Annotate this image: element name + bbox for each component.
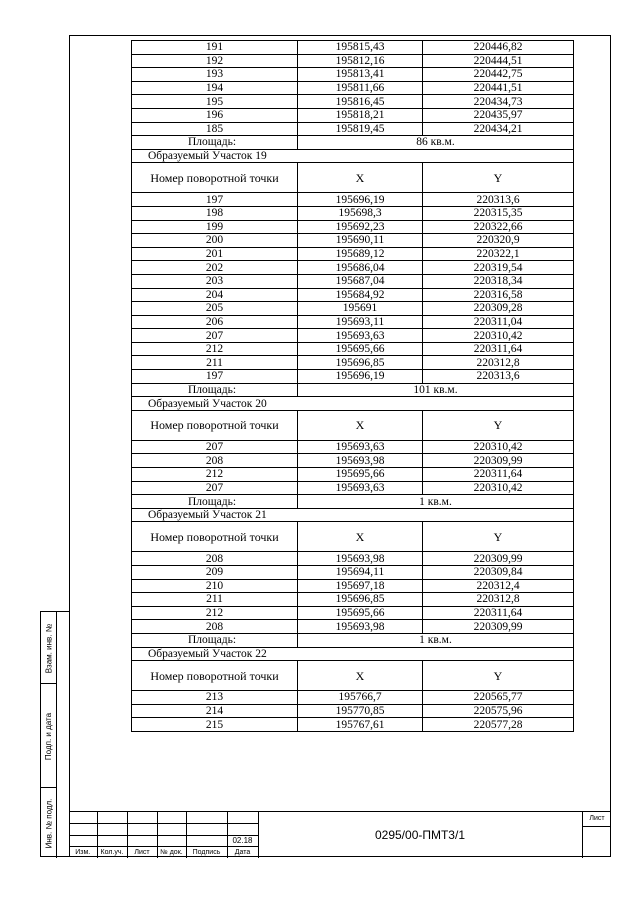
- coord-y: 220311,64: [423, 606, 574, 620]
- table-row: [132, 704, 574, 718]
- coord-y: 220434,73: [423, 95, 574, 109]
- table-row: [132, 54, 574, 68]
- point-number: 213: [132, 691, 298, 705]
- coord-x: 195812,16: [298, 54, 423, 68]
- coord-x: 195690,11: [298, 234, 423, 248]
- column-header-point: Номер поворотной точки: [132, 522, 298, 552]
- side-stamp-sign-label: Подп. и дата: [44, 712, 54, 760]
- area-value: 86 кв.м.: [298, 136, 574, 150]
- table-row: [132, 302, 574, 316]
- table-row: [132, 593, 574, 607]
- point-number: 207: [132, 329, 298, 343]
- coord-x: 195766,7: [298, 691, 423, 705]
- coord-x: 195698,3: [298, 206, 423, 220]
- coord-y: 220309,84: [423, 566, 574, 580]
- coord-y: 220312,8: [423, 593, 574, 607]
- title-block-date: 02.18: [227, 835, 258, 847]
- coord-y: 220309,99: [423, 620, 574, 634]
- area-value: 101 кв.м.: [298, 383, 574, 397]
- table-row: [132, 440, 574, 454]
- coord-y: 220565,77: [423, 691, 574, 705]
- coord-y: 220311,64: [423, 342, 574, 356]
- coord-x: 195691: [298, 302, 423, 316]
- title-block-label-sheet: Лист: [127, 847, 157, 859]
- column-header-x: X: [298, 410, 423, 440]
- coord-x: 195811,66: [298, 81, 423, 95]
- point-number: 205: [132, 302, 298, 316]
- point-number: 195: [132, 95, 298, 109]
- coord-x: 195816,45: [298, 95, 423, 109]
- coord-x: 195693,98: [298, 454, 423, 468]
- table-row: [132, 718, 574, 732]
- coord-x: 195686,04: [298, 261, 423, 275]
- coord-x: 195813,41: [298, 68, 423, 82]
- plot-title-spacer: [298, 508, 574, 522]
- coord-x: 195770,85: [298, 704, 423, 718]
- table-header-row: [132, 410, 574, 440]
- coord-y: 220312,4: [423, 579, 574, 593]
- coord-y: 220320,9: [423, 234, 574, 248]
- table-row: [132, 122, 574, 136]
- table-row: [132, 691, 574, 705]
- point-number: 210: [132, 579, 298, 593]
- table-row: [132, 454, 574, 468]
- table-row: [132, 579, 574, 593]
- point-number: 206: [132, 315, 298, 329]
- table-row: [132, 620, 574, 634]
- coord-x: 195695,66: [298, 342, 423, 356]
- title-block-label-date: Дата: [227, 847, 258, 859]
- title-block-revision-grid: [69, 812, 259, 858]
- side-stamp: [40, 611, 69, 857]
- coord-y: 220318,34: [423, 274, 574, 288]
- coord-x: 195697,18: [298, 579, 423, 593]
- plot-title: Образуемый Участок 20: [132, 397, 298, 411]
- title-block-label-qty: Кол.уч.: [97, 847, 127, 859]
- column-header-y: Y: [423, 163, 574, 193]
- coord-x: 195818,21: [298, 108, 423, 122]
- column-header-y: Y: [423, 522, 574, 552]
- coord-y: 220315,35: [423, 206, 574, 220]
- coord-x: 195693,63: [298, 329, 423, 343]
- point-number: 211: [132, 593, 298, 607]
- coord-y: 220435,97: [423, 108, 574, 122]
- coord-x: 195815,43: [298, 41, 423, 55]
- point-number: 196: [132, 108, 298, 122]
- area-label: Площадь:: [132, 633, 298, 647]
- area-value: 1 кв.м.: [298, 633, 574, 647]
- point-number: 208: [132, 620, 298, 634]
- coord-x: 195696,19: [298, 370, 423, 384]
- table-row: [132, 81, 574, 95]
- plot-title: Образуемый Участок 22: [132, 647, 298, 661]
- point-number: 202: [132, 261, 298, 275]
- coord-x: 195692,23: [298, 220, 423, 234]
- point-number: 208: [132, 552, 298, 566]
- point-number: 207: [132, 440, 298, 454]
- point-number: 204: [132, 288, 298, 302]
- coordinates-table: [131, 40, 574, 732]
- area-row: [132, 633, 574, 647]
- column-header-x: X: [298, 661, 423, 691]
- table-row: [132, 468, 574, 482]
- table-row: [132, 481, 574, 495]
- plot-title-row: [132, 647, 574, 661]
- table-row: [132, 342, 574, 356]
- table-header-row: [132, 163, 574, 193]
- coord-x: 195696,85: [298, 593, 423, 607]
- coord-x: 195684,92: [298, 288, 423, 302]
- title-block-label-signature: Подпись: [186, 847, 227, 859]
- table-row: [132, 108, 574, 122]
- coord-y: 220313,6: [423, 370, 574, 384]
- table-row: [132, 329, 574, 343]
- plot-title-row: [132, 508, 574, 522]
- point-number: 193: [132, 68, 298, 82]
- point-number: 214: [132, 704, 298, 718]
- table-row: [132, 41, 574, 55]
- point-number: 198: [132, 206, 298, 220]
- table-row: [132, 234, 574, 248]
- coord-x: 195695,66: [298, 606, 423, 620]
- coord-x: 195767,61: [298, 718, 423, 732]
- table-row: [132, 274, 574, 288]
- table-row: [132, 288, 574, 302]
- point-number: 191: [132, 41, 298, 55]
- area-value: 1 кв.м.: [298, 495, 574, 509]
- point-number: 201: [132, 247, 298, 261]
- area-row: [132, 136, 574, 150]
- plot-title-spacer: [298, 647, 574, 661]
- plot-title: Образуемый Участок 21: [132, 508, 298, 522]
- title-block-sheet-cell: [583, 812, 611, 858]
- coord-y: 220309,99: [423, 552, 574, 566]
- coord-y: 220311,64: [423, 468, 574, 482]
- coord-x: 195696,19: [298, 193, 423, 207]
- point-number: 215: [132, 718, 298, 732]
- table-row: [132, 247, 574, 261]
- point-number: 199: [132, 220, 298, 234]
- coord-x: 195693,98: [298, 620, 423, 634]
- coord-x: 195693,63: [298, 440, 423, 454]
- point-number: 194: [132, 81, 298, 95]
- column-header-point: Номер поворотной точки: [132, 163, 298, 193]
- coord-y: 220441,51: [423, 81, 574, 95]
- column-header-y: Y: [423, 410, 574, 440]
- table-row: [132, 370, 574, 384]
- point-number: 209: [132, 566, 298, 580]
- side-stamp-interchange-label: Взам. инв. №: [44, 623, 54, 673]
- coord-x: 195696,85: [298, 356, 423, 370]
- column-header-x: X: [298, 522, 423, 552]
- point-number: 197: [132, 193, 298, 207]
- table-row: [132, 261, 574, 275]
- coord-y: 220444,51: [423, 54, 574, 68]
- coord-x: 195695,66: [298, 468, 423, 482]
- table-header-row: [132, 661, 574, 691]
- table-row: [132, 566, 574, 580]
- area-row: [132, 495, 574, 509]
- coord-x: 195694,11: [298, 566, 423, 580]
- table-row: [132, 220, 574, 234]
- area-row: [132, 383, 574, 397]
- coord-x: 195689,12: [298, 247, 423, 261]
- coord-y: 220309,99: [423, 454, 574, 468]
- coord-y: 220575,96: [423, 704, 574, 718]
- coord-x: 195693,63: [298, 481, 423, 495]
- coord-y: 220319,54: [423, 261, 574, 275]
- column-header-x: X: [298, 163, 423, 193]
- coord-y: 220322,1: [423, 247, 574, 261]
- coord-y: 220322,66: [423, 220, 574, 234]
- title-block-doc-code: 0295/00-ПМТ3/1: [258, 812, 583, 858]
- coord-y: 220311,04: [423, 315, 574, 329]
- column-header-y: Y: [423, 661, 574, 691]
- coord-y: 220310,42: [423, 329, 574, 343]
- point-number: 212: [132, 606, 298, 620]
- coord-y: 220312,8: [423, 356, 574, 370]
- coord-x: 195687,04: [298, 274, 423, 288]
- coord-x: 195693,98: [298, 552, 423, 566]
- table-header-row: [132, 522, 574, 552]
- plot-title: Образуемый Участок 19: [132, 149, 298, 163]
- table-row: [132, 315, 574, 329]
- point-number: 185: [132, 122, 298, 136]
- plot-title-row: [132, 397, 574, 411]
- column-header-point: Номер поворотной точки: [132, 661, 298, 691]
- point-number: 197: [132, 370, 298, 384]
- plot-title-row: [132, 149, 574, 163]
- plot-title-spacer: [298, 397, 574, 411]
- coord-y: 220313,6: [423, 193, 574, 207]
- coord-y: 220316,58: [423, 288, 574, 302]
- table-row: [132, 356, 574, 370]
- area-label: Площадь:: [132, 495, 298, 509]
- coord-y: 220442,75: [423, 68, 574, 82]
- coord-y: 220310,42: [423, 440, 574, 454]
- plot-title-spacer: [298, 149, 574, 163]
- table-row: [132, 95, 574, 109]
- point-number: 192: [132, 54, 298, 68]
- table-row: [132, 606, 574, 620]
- column-header-point: Номер поворотной точки: [132, 410, 298, 440]
- coord-y: 220310,42: [423, 481, 574, 495]
- title-block: [69, 811, 611, 857]
- title-block-label-doc-no: № док.: [157, 847, 186, 859]
- table-row: [132, 193, 574, 207]
- coord-y: 220446,82: [423, 41, 574, 55]
- point-number: 207: [132, 481, 298, 495]
- coord-y: 220309,28: [423, 302, 574, 316]
- point-number: 203: [132, 274, 298, 288]
- area-label: Площадь:: [132, 383, 298, 397]
- coord-y: 220434,21: [423, 122, 574, 136]
- point-number: 212: [132, 342, 298, 356]
- title-block-label-change: Изм.: [69, 847, 97, 859]
- point-number: 212: [132, 468, 298, 482]
- table-row: [132, 68, 574, 82]
- table-row: [132, 206, 574, 220]
- point-number: 200: [132, 234, 298, 248]
- side-stamp-original-label: Инв. № подл.: [44, 798, 54, 848]
- coord-y: 220577,28: [423, 718, 574, 732]
- table-row: [132, 552, 574, 566]
- title-block-sheet-label: Лист: [583, 812, 611, 827]
- coord-x: 195693,11: [298, 315, 423, 329]
- point-number: 211: [132, 356, 298, 370]
- coord-x: 195819,45: [298, 122, 423, 136]
- point-number: 208: [132, 454, 298, 468]
- area-label: Площадь:: [132, 136, 298, 150]
